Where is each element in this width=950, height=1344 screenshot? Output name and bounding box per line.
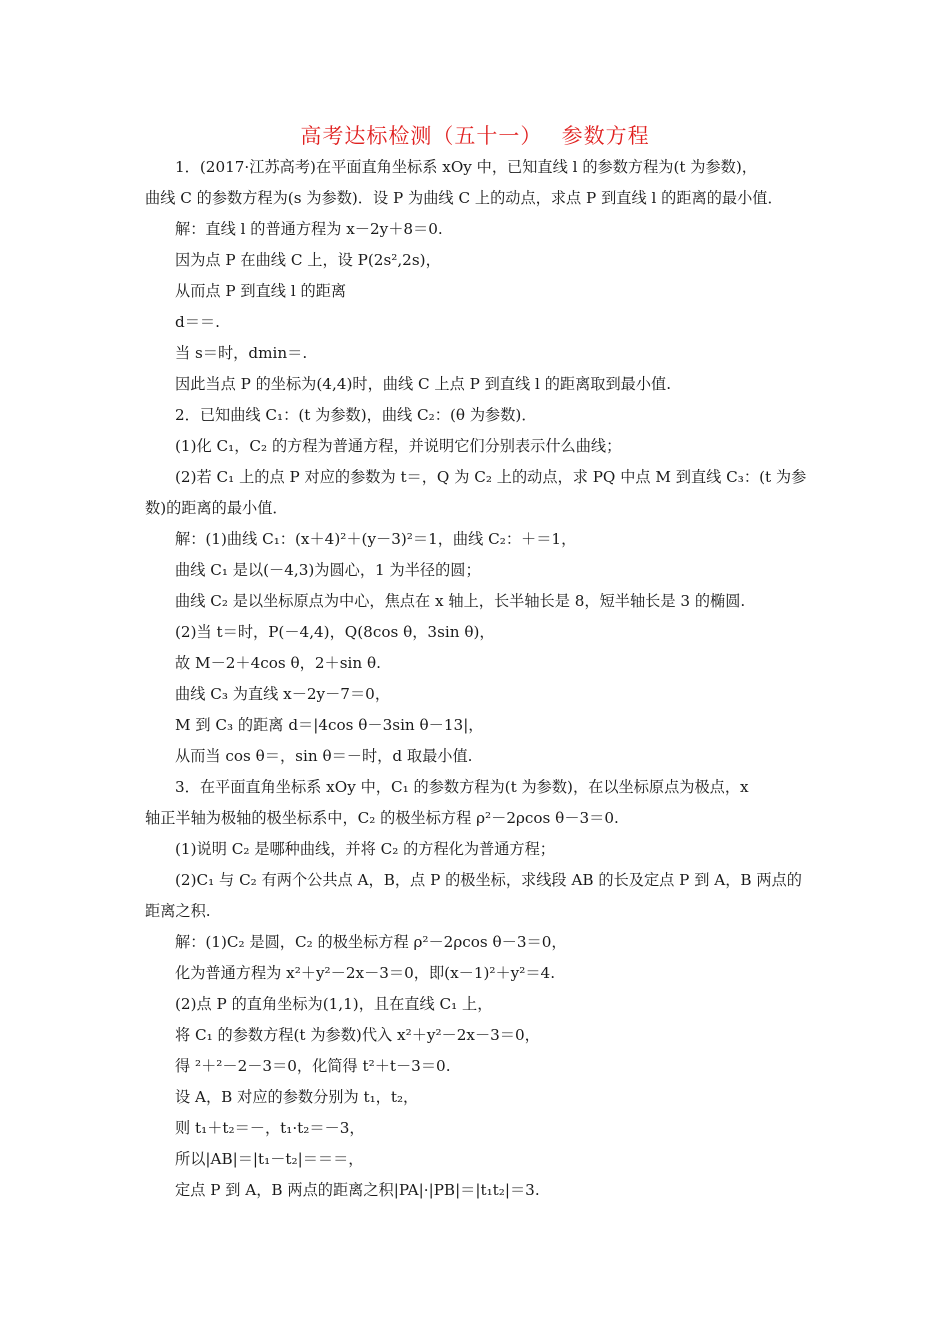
text-line: 得 ²＋²－2－3＝0，化简得 t²＋t－3＝0. bbox=[175, 1057, 451, 1075]
text-line: 曲线 C₁ 是以(－4,3)为圆心，1 为半径的圆； bbox=[175, 561, 481, 579]
text-line: M 到 C₃ 的距离 d＝|4cos θ－3sin θ－13|， bbox=[175, 716, 484, 734]
text-line: (2)C₁ 与 C₂ 有两个公共点 A，B，点 P 的极坐标，求线段 AB 的长及定点 P 到 A，B 两点的 bbox=[175, 871, 802, 889]
text-line: 距离之积. bbox=[145, 902, 211, 920]
text-line: 2．已知曲线 C₁：(t 为参数)，曲线 C₂：(θ 为参数)． bbox=[175, 406, 537, 424]
text-line: (2)点 P 的直角坐标为(1,1)，且在直线 C₁ 上， bbox=[175, 995, 493, 1013]
text-line: 因此当点 P 的坐标为(4,4)时，曲线 C 上点 P 到直线 l 的距离取到最小值. bbox=[175, 375, 672, 393]
text-line: d＝＝. bbox=[175, 313, 220, 331]
text-line: 从而点 P 到直线 l 的距离 bbox=[175, 282, 347, 300]
text-line: 解：(1)C₂ 是圆，C₂ 的极坐标方程 ρ²－2ρcos θ－3＝0， bbox=[175, 933, 567, 951]
text-line: 故 M－2＋4cos θ，2＋sin θ. bbox=[175, 654, 381, 672]
text-line: 解：(1)曲线 C₁：(x＋4)²＋(y－3)²＝1，曲线 C₂：＋＝1， bbox=[175, 530, 577, 548]
text-line: 曲线 C 的参数方程为(s 为参数)．设 P 为曲线 C 上的动点，求点 P 到直线 l 的距离的最小值． bbox=[145, 189, 783, 207]
text-line: 曲线 C₃ 为直线 x－2y－7＝0， bbox=[175, 685, 391, 703]
text-line: 设 A，B 对应的参数分别为 t₁，t₂， bbox=[175, 1088, 419, 1106]
text-line: 3．在平面直角坐标系 xOy 中，C₁ 的参数方程为(t 为参数)，在以坐标原点为极点，x bbox=[175, 778, 749, 796]
text-line: 解：直线 l 的普通方程为 x－2y＋8＝0. bbox=[175, 220, 443, 238]
text-line: 则 t₁＋t₂＝－，t₁·t₂＝－3， bbox=[175, 1119, 365, 1137]
text-line: 将 C₁ 的参数方程(t 为参数)代入 x²＋y²－2x－3＝0， bbox=[175, 1026, 540, 1044]
page-title: 高考达标检测（五十一） 参数方程 bbox=[300, 124, 650, 148]
document-body bbox=[145, 152, 810, 1206]
text-line: 因为点 P 在曲线 C 上，设 P(2s²,2s)， bbox=[175, 251, 441, 269]
text-line: 所以|AB|＝|t₁－t₂|＝＝＝， bbox=[175, 1150, 364, 1168]
text-line: 1．(2017·江苏高考)在平面直角坐标系 xOy 中，已知直线 l 的参数方程为(t 为参数)， bbox=[175, 158, 757, 176]
text-line: 数)的距离的最小值． bbox=[145, 499, 288, 517]
text-line: 曲线 C₂ 是以坐标原点为中心，焦点在 x 轴上，长半轴长是 8，短半轴长是 3 的椭圆. bbox=[175, 592, 746, 610]
text-line: 定点 P 到 A，B 两点的距离之积|PA|·|PB|＝|t₁t₂|＝3. bbox=[175, 1181, 540, 1199]
text-line: 化为普通方程为 x²＋y²－2x－3＝0，即(x－1)²＋y²＝4. bbox=[175, 964, 556, 982]
text-line: (1)化 C₁，C₂ 的方程为普通方程，并说明它们分别表示什么曲线； bbox=[175, 437, 622, 455]
text-line: (2)若 C₁ 上的点 P 对应的参数为 t＝，Q 为 C₂ 上的动点，求 PQ 中点 M 到直线 C₃：(t 为参 bbox=[175, 468, 807, 486]
text-line: (1)说明 C₂ 是哪种曲线，并将 C₂ 的方程化为普通方程； bbox=[175, 840, 555, 858]
text-line: (2)当 t＝时，P(－4,4)，Q(8cos θ，3sin θ)， bbox=[175, 623, 495, 641]
text-line: 从而当 cos θ＝，sin θ＝－时，d 取最小值. bbox=[175, 747, 473, 765]
text-line: 当 s＝时，dmin＝. bbox=[175, 344, 308, 362]
text-line: 轴正半轴为极轴的极坐标系中，C₂ 的极坐标方程 ρ²－2ρcos θ－3＝0. bbox=[145, 809, 619, 827]
